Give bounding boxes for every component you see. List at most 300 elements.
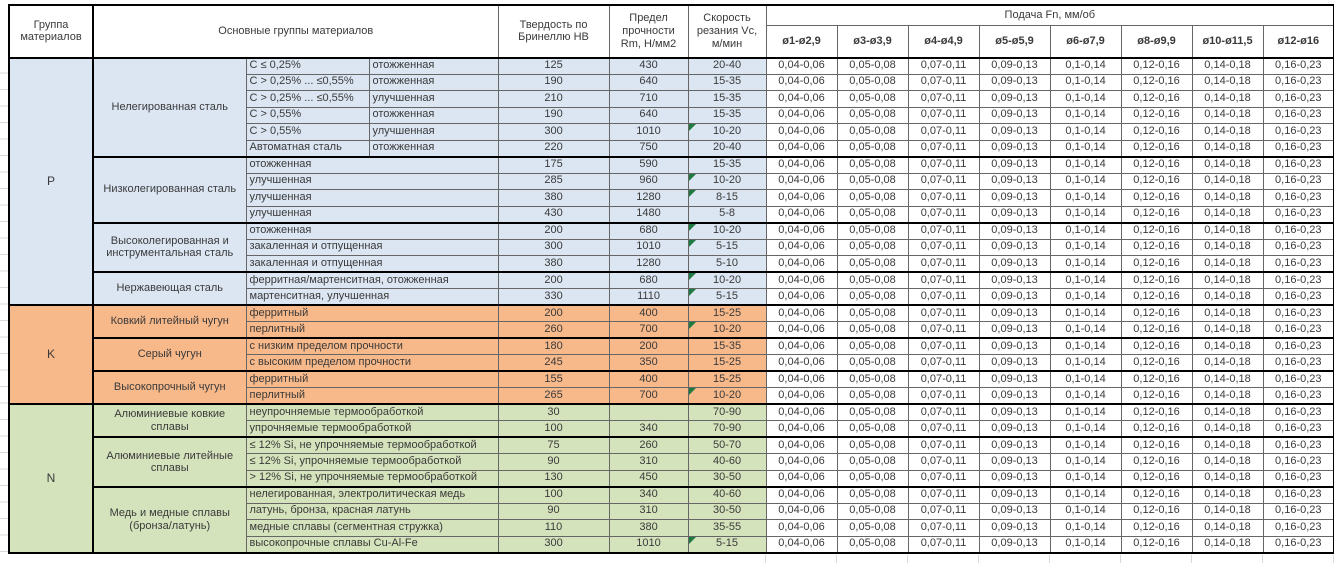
- header-feed-title[interactable]: Подача Fn, мм/об: [766, 5, 1334, 25]
- feed-cell[interactable]: 0,1-0,14: [1050, 74, 1121, 91]
- material-spec-cell[interactable]: > 12% Si, не упрочняемые термообработкой: [246, 470, 498, 487]
- feed-cell[interactable]: 0,04-0,06: [766, 388, 837, 405]
- rm-cell[interactable]: 1010: [609, 239, 688, 256]
- feed-cell[interactable]: 0,09-0,13: [979, 173, 1050, 190]
- vc-cell[interactable]: 5-15: [688, 536, 766, 553]
- feed-cell[interactable]: 0,05-0,08: [837, 140, 908, 157]
- rm-cell[interactable]: 1110: [609, 289, 688, 306]
- hb-cell[interactable]: 100: [498, 487, 609, 504]
- feed-cell[interactable]: 0,12-0,16: [1121, 206, 1192, 223]
- vc-cell[interactable]: 10-20: [688, 322, 766, 339]
- feed-cell[interactable]: 0,16-0,23: [1263, 421, 1334, 438]
- material-spec-cell[interactable]: отожженная: [246, 157, 498, 174]
- hb-cell[interactable]: 125: [498, 58, 609, 75]
- material-spec-cell[interactable]: высокопрочные сплавы Cu-Al-Fe: [246, 536, 498, 553]
- rm-cell[interactable]: 640: [609, 107, 688, 124]
- hb-cell[interactable]: 180: [498, 338, 609, 355]
- feed-cell[interactable]: 0,09-0,13: [979, 124, 1050, 141]
- feed-cell[interactable]: 0,07-0,11: [908, 272, 979, 289]
- feed-cell[interactable]: 0,14-0,18: [1192, 355, 1263, 372]
- subgroup-name-cell[interactable]: Высоколегированная и инструментальная сталь: [93, 223, 246, 273]
- material-spec-cell[interactable]: C ≤ 0,25%: [246, 58, 369, 75]
- feed-cell[interactable]: 0,1-0,14: [1050, 454, 1121, 471]
- feed-cell[interactable]: 0,07-0,11: [908, 503, 979, 520]
- feed-cell[interactable]: 0,04-0,06: [766, 520, 837, 537]
- feed-cell[interactable]: 0,09-0,13: [979, 74, 1050, 91]
- feed-cell[interactable]: 0,1-0,14: [1050, 388, 1121, 405]
- feed-cell[interactable]: 0,05-0,08: [837, 74, 908, 91]
- feed-cell[interactable]: 0,12-0,16: [1121, 239, 1192, 256]
- material-spec-cell[interactable]: улучшенная: [246, 173, 498, 190]
- material-spec-cell[interactable]: ферритный: [246, 371, 498, 388]
- feed-cell[interactable]: 0,09-0,13: [979, 91, 1050, 108]
- feed-cell[interactable]: 0,05-0,08: [837, 338, 908, 355]
- feed-cell[interactable]: 0,1-0,14: [1050, 487, 1121, 504]
- hb-cell[interactable]: 300: [498, 536, 609, 553]
- material-spec-cell[interactable]: перлитный: [246, 322, 498, 339]
- material-spec-cell[interactable]: мартенситная, улучшенная: [246, 289, 498, 306]
- vc-cell[interactable]: 10-20: [688, 388, 766, 405]
- feed-cell[interactable]: 0,09-0,13: [979, 437, 1050, 454]
- feed-cell[interactable]: 0,16-0,23: [1263, 256, 1334, 273]
- subgroup-name-cell[interactable]: Медь и медные сплавы (бронза/латунь): [93, 487, 246, 553]
- feed-cell[interactable]: 0,05-0,08: [837, 272, 908, 289]
- vc-cell[interactable]: 8-15: [688, 190, 766, 207]
- feed-cell[interactable]: 0,16-0,23: [1263, 124, 1334, 141]
- rm-cell[interactable]: 590: [609, 157, 688, 174]
- feed-cell[interactable]: 0,1-0,14: [1050, 223, 1121, 240]
- feed-cell[interactable]: 0,09-0,13: [979, 487, 1050, 504]
- rm-cell[interactable]: 700: [609, 388, 688, 405]
- feed-cell[interactable]: 0,07-0,11: [908, 173, 979, 190]
- subgroup-name-cell[interactable]: Низколегированная сталь: [93, 157, 246, 223]
- feed-cell[interactable]: 0,12-0,16: [1121, 74, 1192, 91]
- feed-cell[interactable]: 0,04-0,06: [766, 487, 837, 504]
- feed-cell[interactable]: 0,09-0,13: [979, 421, 1050, 438]
- feed-cell[interactable]: 0,05-0,08: [837, 355, 908, 372]
- feed-cell[interactable]: 0,16-0,23: [1263, 206, 1334, 223]
- feed-cell[interactable]: 0,16-0,23: [1263, 107, 1334, 124]
- feed-cell[interactable]: 0,07-0,11: [908, 124, 979, 141]
- material-spec-cell[interactable]: с высоким пределом прочности: [246, 355, 498, 372]
- hb-cell[interactable]: 265: [498, 388, 609, 405]
- rm-cell[interactable]: 1280: [609, 256, 688, 273]
- feed-cell[interactable]: 0,07-0,11: [908, 454, 979, 471]
- feed-cell[interactable]: 0,07-0,11: [908, 157, 979, 174]
- feed-cell[interactable]: 0,1-0,14: [1050, 58, 1121, 75]
- hb-cell[interactable]: 175: [498, 157, 609, 174]
- vc-cell[interactable]: 5-8: [688, 206, 766, 223]
- rm-cell[interactable]: 200: [609, 338, 688, 355]
- subgroup-name-cell[interactable]: Серый чугун: [93, 338, 246, 371]
- feed-cell[interactable]: 0,05-0,08: [837, 322, 908, 339]
- feed-cell[interactable]: 0,04-0,06: [766, 503, 837, 520]
- header-feed-d5[interactable]: ø6-ø7,9: [1050, 25, 1121, 58]
- material-spec-cell[interactable]: упрочняемые термообработкой: [246, 421, 498, 438]
- feed-cell[interactable]: 0,1-0,14: [1050, 206, 1121, 223]
- feed-cell[interactable]: 0,07-0,11: [908, 322, 979, 339]
- feed-cell[interactable]: 0,1-0,14: [1050, 503, 1121, 520]
- feed-cell[interactable]: 0,09-0,13: [979, 503, 1050, 520]
- rm-cell[interactable]: 340: [609, 421, 688, 438]
- feed-cell[interactable]: 0,05-0,08: [837, 305, 908, 322]
- feed-cell[interactable]: 0,1-0,14: [1050, 173, 1121, 190]
- material-spec-cell[interactable]: перлитный: [246, 388, 498, 405]
- feed-cell[interactable]: 0,07-0,11: [908, 58, 979, 75]
- feed-cell[interactable]: 0,1-0,14: [1050, 124, 1121, 141]
- feed-cell[interactable]: 0,1-0,14: [1050, 404, 1121, 421]
- header-col-materials[interactable]: Основные группы материалов: [93, 5, 498, 58]
- feed-cell[interactable]: 0,05-0,08: [837, 404, 908, 421]
- feed-cell[interactable]: 0,09-0,13: [979, 140, 1050, 157]
- feed-cell[interactable]: 0,07-0,11: [908, 470, 979, 487]
- header-col-speed[interactable]: Скорость резания Vc, м/мин: [688, 5, 766, 58]
- hb-cell[interactable]: 210: [498, 91, 609, 108]
- feed-cell[interactable]: 0,14-0,18: [1192, 454, 1263, 471]
- vc-cell[interactable]: 40-60: [688, 454, 766, 471]
- hb-cell[interactable]: 260: [498, 322, 609, 339]
- material-spec-cell[interactable]: медные сплавы (сегментная стружка): [246, 520, 498, 537]
- feed-cell[interactable]: 0,12-0,16: [1121, 173, 1192, 190]
- feed-cell[interactable]: 0,12-0,16: [1121, 305, 1192, 322]
- rm-cell[interactable]: 960: [609, 173, 688, 190]
- feed-cell[interactable]: 0,09-0,13: [979, 206, 1050, 223]
- vc-cell[interactable]: 40-60: [688, 487, 766, 504]
- material-spec-cell[interactable]: отожженная: [246, 223, 498, 240]
- feed-cell[interactable]: 0,14-0,18: [1192, 503, 1263, 520]
- feed-cell[interactable]: 0,07-0,11: [908, 421, 979, 438]
- feed-cell[interactable]: 0,14-0,18: [1192, 256, 1263, 273]
- hb-cell[interactable]: 110: [498, 520, 609, 537]
- hb-cell[interactable]: 200: [498, 223, 609, 240]
- subgroup-name-cell[interactable]: Алюминиевые литейные сплавы: [93, 437, 246, 487]
- vc-cell[interactable]: 10-20: [688, 272, 766, 289]
- hb-cell[interactable]: 75: [498, 437, 609, 454]
- feed-cell[interactable]: 0,12-0,16: [1121, 437, 1192, 454]
- feed-cell[interactable]: 0,14-0,18: [1192, 272, 1263, 289]
- rm-cell[interactable]: 1280: [609, 190, 688, 207]
- feed-cell[interactable]: 0,05-0,08: [837, 520, 908, 537]
- feed-cell[interactable]: 0,04-0,06: [766, 190, 837, 207]
- material-state-cell[interactable]: улучшенная: [369, 91, 498, 108]
- vc-cell[interactable]: 5-15: [688, 239, 766, 256]
- rm-cell[interactable]: [609, 404, 688, 421]
- feed-cell[interactable]: 0,07-0,11: [908, 520, 979, 537]
- feed-cell[interactable]: 0,04-0,06: [766, 322, 837, 339]
- feed-cell[interactable]: 0,16-0,23: [1263, 91, 1334, 108]
- feed-cell[interactable]: 0,12-0,16: [1121, 503, 1192, 520]
- feed-cell[interactable]: 0,16-0,23: [1263, 173, 1334, 190]
- feed-cell[interactable]: 0,05-0,08: [837, 487, 908, 504]
- feed-cell[interactable]: 0,1-0,14: [1050, 239, 1121, 256]
- feed-cell[interactable]: 0,16-0,23: [1263, 388, 1334, 405]
- header-feed-d7[interactable]: ø10-ø11,5: [1192, 25, 1263, 58]
- hb-cell[interactable]: 130: [498, 470, 609, 487]
- feed-cell[interactable]: 0,04-0,06: [766, 404, 837, 421]
- feed-cell[interactable]: 0,16-0,23: [1263, 239, 1334, 256]
- hb-cell[interactable]: 190: [498, 107, 609, 124]
- feed-cell[interactable]: 0,09-0,13: [979, 388, 1050, 405]
- feed-cell[interactable]: 0,05-0,08: [837, 371, 908, 388]
- feed-cell[interactable]: 0,04-0,06: [766, 206, 837, 223]
- vc-cell[interactable]: 15-25: [688, 371, 766, 388]
- feed-cell[interactable]: 0,07-0,11: [908, 338, 979, 355]
- feed-cell[interactable]: 0,1-0,14: [1050, 190, 1121, 207]
- hb-cell[interactable]: 300: [498, 124, 609, 141]
- feed-cell[interactable]: 0,16-0,23: [1263, 404, 1334, 421]
- feed-cell[interactable]: 0,12-0,16: [1121, 140, 1192, 157]
- feed-cell[interactable]: 0,09-0,13: [979, 355, 1050, 372]
- feed-cell[interactable]: 0,07-0,11: [908, 371, 979, 388]
- feed-cell[interactable]: 0,12-0,16: [1121, 272, 1192, 289]
- feed-cell[interactable]: 0,16-0,23: [1263, 190, 1334, 207]
- hb-cell[interactable]: 200: [498, 272, 609, 289]
- feed-cell[interactable]: 0,16-0,23: [1263, 305, 1334, 322]
- feed-cell[interactable]: 0,14-0,18: [1192, 223, 1263, 240]
- vc-cell[interactable]: 10-20: [688, 124, 766, 141]
- feed-cell[interactable]: 0,16-0,23: [1263, 371, 1334, 388]
- material-state-cell[interactable]: отожженная: [369, 140, 498, 157]
- feed-cell[interactable]: 0,04-0,06: [766, 124, 837, 141]
- feed-cell[interactable]: 0,1-0,14: [1050, 157, 1121, 174]
- feed-cell[interactable]: 0,12-0,16: [1121, 520, 1192, 537]
- hb-cell[interactable]: 200: [498, 305, 609, 322]
- feed-cell[interactable]: 0,05-0,08: [837, 437, 908, 454]
- rm-cell[interactable]: 1010: [609, 536, 688, 553]
- feed-cell[interactable]: 0,05-0,08: [837, 173, 908, 190]
- feed-cell[interactable]: 0,07-0,11: [908, 404, 979, 421]
- subgroup-name-cell[interactable]: Нержавеющая сталь: [93, 272, 246, 305]
- feed-cell[interactable]: 0,04-0,06: [766, 140, 837, 157]
- feed-cell[interactable]: 0,14-0,18: [1192, 140, 1263, 157]
- feed-cell[interactable]: 0,14-0,18: [1192, 487, 1263, 504]
- vc-cell[interactable]: 15-35: [688, 107, 766, 124]
- vc-cell[interactable]: 30-50: [688, 470, 766, 487]
- feed-cell[interactable]: 0,07-0,11: [908, 305, 979, 322]
- feed-cell[interactable]: 0,1-0,14: [1050, 520, 1121, 537]
- feed-cell[interactable]: 0,1-0,14: [1050, 272, 1121, 289]
- feed-cell[interactable]: 0,14-0,18: [1192, 74, 1263, 91]
- vc-cell[interactable]: 30-50: [688, 503, 766, 520]
- feed-cell[interactable]: 0,1-0,14: [1050, 140, 1121, 157]
- vc-cell[interactable]: 15-35: [688, 91, 766, 108]
- material-spec-cell[interactable]: закаленная и отпущенная: [246, 239, 498, 256]
- feed-cell[interactable]: 0,12-0,16: [1121, 338, 1192, 355]
- rm-cell[interactable]: 450: [609, 470, 688, 487]
- feed-cell[interactable]: 0,12-0,16: [1121, 454, 1192, 471]
- feed-cell[interactable]: 0,04-0,06: [766, 74, 837, 91]
- vc-cell[interactable]: 15-35: [688, 157, 766, 174]
- feed-cell[interactable]: 0,12-0,16: [1121, 536, 1192, 553]
- feed-cell[interactable]: 0,09-0,13: [979, 107, 1050, 124]
- rm-cell[interactable]: 310: [609, 503, 688, 520]
- feed-cell[interactable]: 0,16-0,23: [1263, 487, 1334, 504]
- feed-cell[interactable]: 0,1-0,14: [1050, 371, 1121, 388]
- hb-cell[interactable]: 30: [498, 404, 609, 421]
- vc-cell[interactable]: 15-25: [688, 305, 766, 322]
- feed-cell[interactable]: 0,12-0,16: [1121, 289, 1192, 306]
- feed-cell[interactable]: 0,04-0,06: [766, 239, 837, 256]
- feed-cell[interactable]: 0,16-0,23: [1263, 536, 1334, 553]
- feed-cell[interactable]: 0,07-0,11: [908, 107, 979, 124]
- feed-cell[interactable]: 0,12-0,16: [1121, 124, 1192, 141]
- feed-cell[interactable]: 0,16-0,23: [1263, 355, 1334, 372]
- feed-cell[interactable]: 0,09-0,13: [979, 190, 1050, 207]
- hb-cell[interactable]: 90: [498, 503, 609, 520]
- feed-cell[interactable]: 0,04-0,06: [766, 454, 837, 471]
- feed-cell[interactable]: 0,05-0,08: [837, 421, 908, 438]
- material-spec-cell[interactable]: ≤ 12% Si, не упрочняемые термообработкой: [246, 437, 498, 454]
- feed-cell[interactable]: 0,1-0,14: [1050, 305, 1121, 322]
- feed-cell[interactable]: 0,07-0,11: [908, 74, 979, 91]
- feed-cell[interactable]: 0,09-0,13: [979, 520, 1050, 537]
- feed-cell[interactable]: 0,1-0,14: [1050, 289, 1121, 306]
- feed-cell[interactable]: 0,14-0,18: [1192, 388, 1263, 405]
- feed-cell[interactable]: 0,14-0,18: [1192, 206, 1263, 223]
- feed-cell[interactable]: 0,07-0,11: [908, 239, 979, 256]
- vc-cell[interactable]: 35-55: [688, 520, 766, 537]
- feed-cell[interactable]: 0,1-0,14: [1050, 338, 1121, 355]
- feed-cell[interactable]: 0,14-0,18: [1192, 305, 1263, 322]
- feed-cell[interactable]: 0,07-0,11: [908, 91, 979, 108]
- feed-cell[interactable]: 0,05-0,08: [837, 470, 908, 487]
- vc-cell[interactable]: 10-20: [688, 223, 766, 240]
- subgroup-name-cell[interactable]: Алюминиевые ковкие сплавы: [93, 404, 246, 437]
- feed-cell[interactable]: 0,14-0,18: [1192, 91, 1263, 108]
- feed-cell[interactable]: 0,04-0,06: [766, 157, 837, 174]
- feed-cell[interactable]: 0,09-0,13: [979, 404, 1050, 421]
- feed-cell[interactable]: 0,1-0,14: [1050, 421, 1121, 438]
- feed-cell[interactable]: 0,12-0,16: [1121, 58, 1192, 75]
- vc-cell[interactable]: 15-35: [688, 338, 766, 355]
- header-feed-d4[interactable]: ø5-ø5,9: [979, 25, 1050, 58]
- hb-cell[interactable]: 190: [498, 74, 609, 91]
- feed-cell[interactable]: 0,16-0,23: [1263, 454, 1334, 471]
- feed-cell[interactable]: 0,12-0,16: [1121, 355, 1192, 372]
- feed-cell[interactable]: 0,07-0,11: [908, 289, 979, 306]
- feed-cell[interactable]: 0,14-0,18: [1192, 404, 1263, 421]
- feed-cell[interactable]: 0,1-0,14: [1050, 322, 1121, 339]
- feed-cell[interactable]: 0,05-0,08: [837, 206, 908, 223]
- feed-cell[interactable]: 0,09-0,13: [979, 536, 1050, 553]
- feed-cell[interactable]: 0,16-0,23: [1263, 322, 1334, 339]
- vc-cell[interactable]: 15-25: [688, 355, 766, 372]
- feed-cell[interactable]: 0,04-0,06: [766, 223, 837, 240]
- rm-cell[interactable]: 1480: [609, 206, 688, 223]
- feed-cell[interactable]: 0,14-0,18: [1192, 371, 1263, 388]
- feed-cell[interactable]: 0,12-0,16: [1121, 107, 1192, 124]
- subgroup-name-cell[interactable]: Высокопрочный чугун: [93, 371, 246, 404]
- feed-cell[interactable]: 0,1-0,14: [1050, 355, 1121, 372]
- vc-cell[interactable]: 5-10: [688, 256, 766, 273]
- feed-cell[interactable]: 0,1-0,14: [1050, 536, 1121, 553]
- feed-cell[interactable]: 0,12-0,16: [1121, 91, 1192, 108]
- hb-cell[interactable]: 430: [498, 206, 609, 223]
- feed-cell[interactable]: 0,12-0,16: [1121, 256, 1192, 273]
- hb-cell[interactable]: 285: [498, 173, 609, 190]
- feed-cell[interactable]: 0,09-0,13: [979, 371, 1050, 388]
- hb-cell[interactable]: 220: [498, 140, 609, 157]
- feed-cell[interactable]: 0,07-0,11: [908, 190, 979, 207]
- feed-cell[interactable]: 0,14-0,18: [1192, 338, 1263, 355]
- rm-cell[interactable]: 340: [609, 487, 688, 504]
- header-col-group[interactable]: Группа материалов: [9, 5, 93, 58]
- feed-cell[interactable]: 0,14-0,18: [1192, 536, 1263, 553]
- header-feed-d3[interactable]: ø4-ø4,9: [908, 25, 979, 58]
- feed-cell[interactable]: 0,07-0,11: [908, 437, 979, 454]
- feed-cell[interactable]: 0,07-0,11: [908, 536, 979, 553]
- feed-cell[interactable]: 0,07-0,11: [908, 256, 979, 273]
- feed-cell[interactable]: 0,1-0,14: [1050, 470, 1121, 487]
- feed-cell[interactable]: 0,14-0,18: [1192, 437, 1263, 454]
- rm-cell[interactable]: 430: [609, 58, 688, 75]
- header-col-strength[interactable]: Предел прочности Rm, Н/мм2: [609, 5, 688, 58]
- feed-cell[interactable]: 0,12-0,16: [1121, 371, 1192, 388]
- feed-cell[interactable]: 0,09-0,13: [979, 223, 1050, 240]
- feed-cell[interactable]: 0,05-0,08: [837, 239, 908, 256]
- material-spec-cell[interactable]: закаленная и отпущенная: [246, 256, 498, 273]
- vc-cell[interactable]: 5-15: [688, 289, 766, 306]
- feed-cell[interactable]: 0,07-0,11: [908, 355, 979, 372]
- feed-cell[interactable]: 0,14-0,18: [1192, 520, 1263, 537]
- feed-cell[interactable]: 0,12-0,16: [1121, 157, 1192, 174]
- feed-cell[interactable]: 0,04-0,06: [766, 437, 837, 454]
- feed-cell[interactable]: 0,14-0,18: [1192, 322, 1263, 339]
- feed-cell[interactable]: 0,12-0,16: [1121, 470, 1192, 487]
- feed-cell[interactable]: 0,05-0,08: [837, 503, 908, 520]
- rm-cell[interactable]: 710: [609, 91, 688, 108]
- feed-cell[interactable]: 0,07-0,11: [908, 140, 979, 157]
- rm-cell[interactable]: 310: [609, 454, 688, 471]
- vc-cell[interactable]: 70-90: [688, 404, 766, 421]
- material-spec-cell[interactable]: ферритная/мартенситная, отожженная: [246, 272, 498, 289]
- feed-cell[interactable]: 0,05-0,08: [837, 536, 908, 553]
- feed-cell[interactable]: 0,16-0,23: [1263, 74, 1334, 91]
- material-spec-cell[interactable]: нелегированная, электролитическая медь: [246, 487, 498, 504]
- rm-cell[interactable]: 680: [609, 272, 688, 289]
- material-spec-cell[interactable]: C > 0,25% ... ≤0,55%: [246, 91, 369, 108]
- feed-cell[interactable]: 0,16-0,23: [1263, 503, 1334, 520]
- feed-cell[interactable]: 0,05-0,08: [837, 157, 908, 174]
- rm-cell[interactable]: 400: [609, 305, 688, 322]
- feed-cell[interactable]: 0,04-0,06: [766, 305, 837, 322]
- material-spec-cell[interactable]: C > 0,25% ... ≤0,55%: [246, 74, 369, 91]
- group-cell-k[interactable]: K: [9, 305, 93, 404]
- feed-cell[interactable]: 0,05-0,08: [837, 190, 908, 207]
- feed-cell[interactable]: 0,04-0,06: [766, 371, 837, 388]
- feed-cell[interactable]: 0,04-0,06: [766, 107, 837, 124]
- feed-cell[interactable]: 0,05-0,08: [837, 124, 908, 141]
- feed-cell[interactable]: 0,14-0,18: [1192, 421, 1263, 438]
- feed-cell[interactable]: 0,14-0,18: [1192, 58, 1263, 75]
- feed-cell[interactable]: 0,09-0,13: [979, 272, 1050, 289]
- material-spec-cell[interactable]: Автоматная сталь: [246, 140, 369, 157]
- hb-cell[interactable]: 90: [498, 454, 609, 471]
- feed-cell[interactable]: 0,04-0,06: [766, 536, 837, 553]
- material-spec-cell[interactable]: с низким пределом прочности: [246, 338, 498, 355]
- feed-cell[interactable]: 0,09-0,13: [979, 454, 1050, 471]
- feed-cell[interactable]: 0,1-0,14: [1050, 107, 1121, 124]
- feed-cell[interactable]: 0,09-0,13: [979, 289, 1050, 306]
- vc-cell[interactable]: 70-90: [688, 421, 766, 438]
- feed-cell[interactable]: 0,16-0,23: [1263, 289, 1334, 306]
- feed-cell[interactable]: 0,07-0,11: [908, 206, 979, 223]
- feed-cell[interactable]: 0,05-0,08: [837, 256, 908, 273]
- feed-cell[interactable]: 0,16-0,23: [1263, 437, 1334, 454]
- feed-cell[interactable]: 0,12-0,16: [1121, 487, 1192, 504]
- header-feed-d8[interactable]: ø12-ø16: [1263, 25, 1334, 58]
- feed-cell[interactable]: 0,04-0,06: [766, 272, 837, 289]
